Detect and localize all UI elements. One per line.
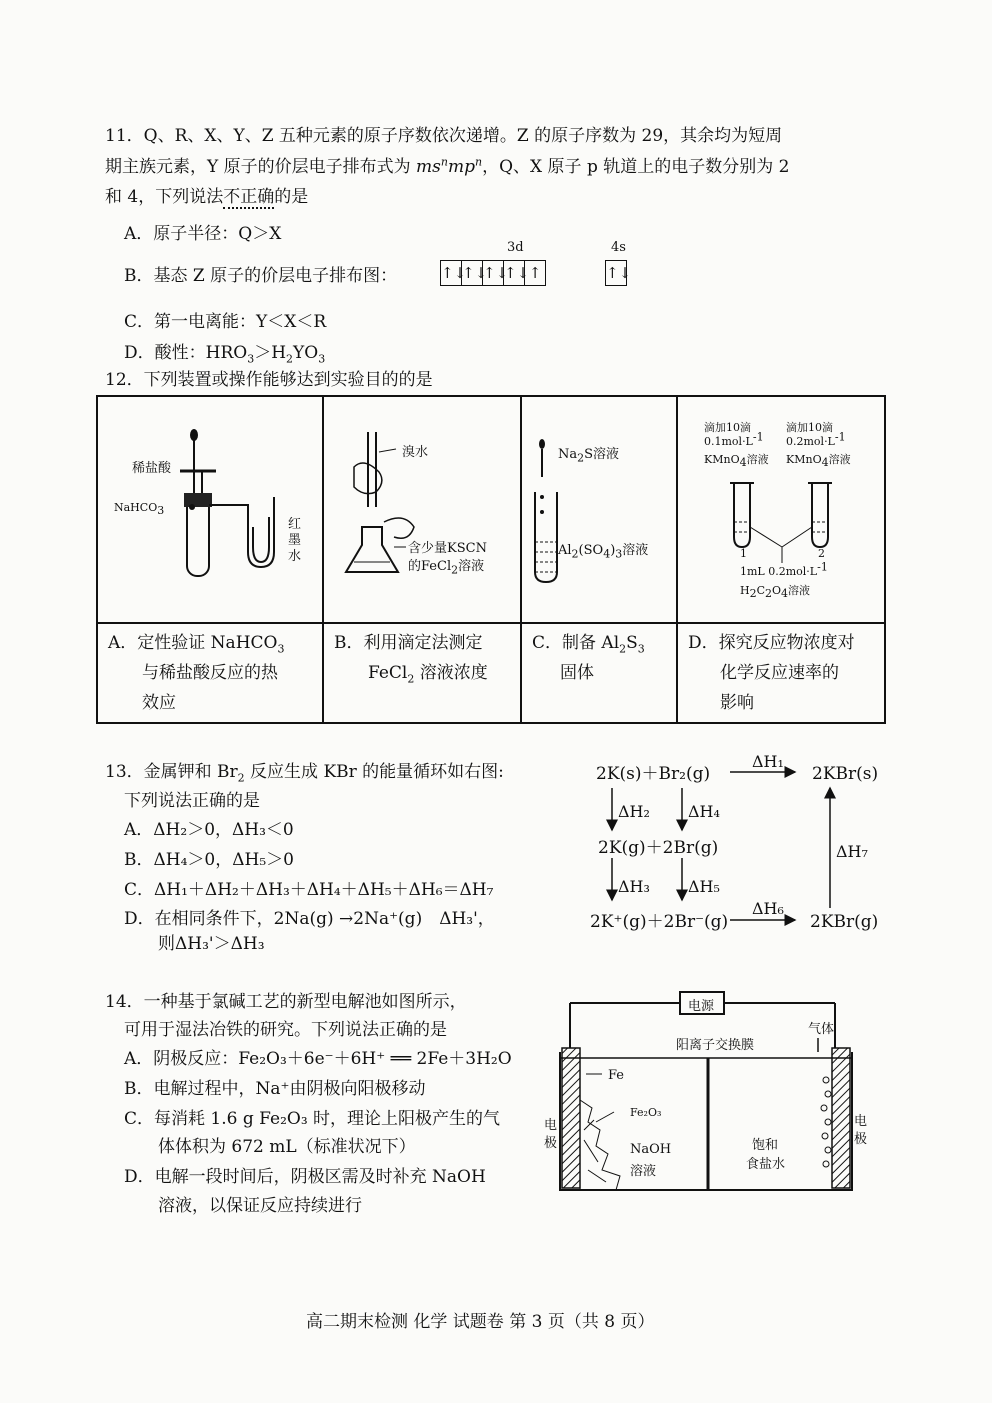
caption-b bbox=[323, 623, 521, 723]
orbital-diagram-4s bbox=[605, 260, 632, 286]
q11-option-c: C．第一电离能：Y＜X＜R bbox=[124, 312, 327, 332]
orbital-box: ↑↓ bbox=[605, 260, 627, 286]
page-footer: 高二期末检测 化学 试题卷 第 3 页（共 8 页） bbox=[306, 1312, 655, 1332]
q13-option-a: A．ΔH₂＞0，ΔH₃＜0 bbox=[124, 820, 294, 840]
orbital-box: ↑↓ bbox=[440, 260, 462, 286]
kmno4-2-sub: 4 bbox=[821, 456, 829, 470]
fecl2-suffix: 溶液 bbox=[458, 559, 485, 574]
orbital-box: ↑↓ bbox=[504, 260, 525, 286]
q14-stem-line2: 可用于湿法冶铁的研究。下列说法正确的是 bbox=[124, 1020, 447, 1040]
cap-d-line2: 化学反应速率的 bbox=[720, 663, 839, 683]
cap-b-line1: B．利用滴定法测定 bbox=[334, 633, 483, 653]
q11-d-sub3: 3 bbox=[318, 352, 326, 366]
label-naoh-solution: 溶液 bbox=[630, 1164, 657, 1179]
label-saturated: 饱和 bbox=[752, 1138, 779, 1153]
al-text: Al bbox=[558, 543, 572, 558]
q11-stem-line1: 11．Q、R、X、Y、Z 五种元素的原子序数依次递增。Z 的原子序数为 29，其余均为短周 bbox=[105, 126, 783, 146]
conc2-text: 0.2mol·L bbox=[786, 435, 835, 448]
kmno4-2-text: KMnO bbox=[786, 453, 822, 466]
h-text: H bbox=[740, 584, 750, 597]
fecl2-text: 的FeCl bbox=[408, 559, 452, 574]
cycle-bottom-left: 2K⁺(g)＋2Br⁻(g) bbox=[590, 912, 729, 932]
label-bromine-water: 溴水 bbox=[402, 445, 429, 460]
label-nahco3 bbox=[114, 501, 165, 518]
q11-n2: n bbox=[475, 155, 483, 169]
q11-stem3b: 的是 bbox=[274, 187, 309, 207]
q11-stem2b: ，Q、X 原子 p 轨道上的电子数分别为 2 bbox=[482, 157, 790, 177]
q14-stem-line1: 14．一种基于氯碱工艺的新型电解池如图所示， bbox=[105, 992, 467, 1012]
q13-option-d-line2: 则ΔH₃'＞ΔH₃ bbox=[158, 934, 265, 954]
q13-stem-line1 bbox=[105, 760, 504, 784]
q14-option-a: A．阴极反应：Fe₂O₃＋6e⁻＋6H⁺ ══ 2Fe＋3H₂O bbox=[124, 1049, 512, 1069]
label-oxalic-solution bbox=[740, 582, 811, 601]
fig-d-cell bbox=[677, 396, 885, 623]
conc1-sup: -1 bbox=[752, 430, 764, 444]
cap-b-fecl: FeCl bbox=[368, 663, 408, 683]
cap-d-line3: 影响 bbox=[720, 693, 754, 713]
q11-stem-line3 bbox=[105, 185, 308, 209]
paren-text: ) bbox=[610, 543, 616, 558]
oxalic-conc-text: 1mL 0.2mol·L bbox=[740, 565, 818, 578]
nahco3-sub: 3 bbox=[157, 504, 165, 518]
al-suffix: 溶液 bbox=[622, 543, 649, 558]
cap-c-line2: 固体 bbox=[560, 663, 594, 683]
q11-d-b: ＞H bbox=[254, 343, 287, 363]
label-fe: Fe bbox=[608, 1068, 625, 1083]
q13-option-c: C．ΔH₁＋ΔH₂＋ΔH₃＋ΔH₄＋ΔH₅＋ΔH₆＝ΔH₇ bbox=[124, 880, 494, 900]
label-brine: 食盐水 bbox=[746, 1157, 786, 1172]
q11-d-sub1: 3 bbox=[247, 352, 255, 366]
so-text: (SO bbox=[578, 543, 604, 558]
cap-d-line1: D．探究反应物浓度对 bbox=[688, 633, 855, 653]
cap-c-s: S bbox=[626, 633, 638, 653]
fig-b-cell bbox=[323, 396, 521, 623]
cycle-dh2: ΔH₂ bbox=[618, 802, 650, 821]
q14-option-b: B．电解过程中，Na⁺由阴极向阳极移动 bbox=[124, 1079, 426, 1099]
caption-d bbox=[677, 623, 885, 723]
q13-stem1-sub: 2 bbox=[237, 771, 245, 785]
kmno4-2-suffix: 溶液 bbox=[828, 453, 851, 466]
q11-d-a: D．酸性：HRO bbox=[124, 343, 248, 363]
kmno4-1-sub: 4 bbox=[739, 456, 747, 470]
oxalic-suffix: 溶液 bbox=[788, 584, 811, 597]
caption-a bbox=[97, 623, 323, 723]
q11-option-d bbox=[124, 341, 325, 365]
o-sub: 4 bbox=[781, 587, 789, 601]
cycle-top-left: 2K(s)＋Br₂(g) bbox=[596, 764, 711, 784]
cap-c-sub2: 3 bbox=[637, 642, 645, 656]
cycle-dh7: ΔH₇ bbox=[836, 842, 868, 861]
q13-stem1b: 反应生成 KBr 的能量循环如右图: bbox=[244, 762, 504, 782]
q11-stem-line2 bbox=[105, 155, 789, 179]
q14-option-c-line1: C．每消耗 1.6 g Fe₂O₃ 时，理论上阳极产生的气 bbox=[124, 1109, 501, 1129]
orbital-box: ↑↓ bbox=[462, 260, 483, 286]
h-sub: 2 bbox=[749, 587, 757, 601]
q13-option-b: B．ΔH₄＞0，ΔH₅＞0 bbox=[124, 850, 294, 870]
q11-d-c: YO bbox=[293, 343, 319, 363]
c-text: C bbox=[756, 584, 766, 597]
nahco3-text: NaHCO bbox=[114, 501, 158, 514]
label-dilute-hcl: 稀盐酸 bbox=[132, 461, 172, 476]
c-sub: 2 bbox=[765, 587, 773, 601]
label-fe2o3: Fe₂O₃ bbox=[630, 1106, 662, 1119]
na2s-suffix: S溶液 bbox=[584, 447, 620, 462]
kmno4-1-text: KMnO bbox=[704, 453, 740, 466]
q11-option-a: A．原子半径：Q＞X bbox=[124, 224, 282, 244]
caption-c bbox=[521, 623, 677, 723]
kmno4-1-suffix: 溶液 bbox=[746, 453, 769, 466]
al-sub1: 2 bbox=[571, 547, 579, 561]
q14-option-d-line2: 溶液，以保证反应持续进行 bbox=[158, 1196, 362, 1216]
q14-option-c-line2: 体体积为 672 mL（标准状况下） bbox=[158, 1137, 416, 1157]
orbital-diagram-3d bbox=[440, 260, 546, 286]
cap-c-sub1: 2 bbox=[619, 642, 627, 656]
q11-stem3a: 和 4，下列说法 bbox=[105, 187, 224, 207]
label-al2so43-solution bbox=[558, 539, 649, 561]
q14-option-d-line1: D．电解一段时间后，阴极区需及时补充 NaOH bbox=[124, 1167, 486, 1187]
label-red-ink: 红墨水 bbox=[288, 517, 302, 564]
cap-c-al: C．制备 Al bbox=[532, 633, 620, 653]
al-sub3: 3 bbox=[615, 547, 623, 561]
fecl2-sub: 2 bbox=[451, 563, 459, 577]
cap-a-line2: 与稀盐酸反应的热 bbox=[142, 663, 278, 683]
label-4s: 4s bbox=[611, 240, 626, 255]
q11-mp: mp bbox=[447, 157, 475, 177]
label-cation-membrane: 阳离子交换膜 bbox=[676, 1038, 755, 1053]
q13-stem1a: 13．金属钾和 Br bbox=[105, 762, 238, 782]
q12-options-table bbox=[96, 395, 886, 724]
label-tube-2: 2 bbox=[818, 547, 825, 560]
label-electrode-right-2: 极 bbox=[854, 1132, 868, 1147]
label-3d: 3d bbox=[507, 240, 524, 255]
label-tube-1: 1 bbox=[740, 547, 747, 560]
label-electrode-left-1: 电 bbox=[544, 1118, 558, 1133]
q13-stem-line2: 下列说法正确的是 bbox=[124, 791, 260, 811]
label-fecl2-solution bbox=[408, 555, 485, 577]
cycle-dh4: ΔH₄ bbox=[688, 802, 720, 821]
cap-a-sub: 3 bbox=[277, 642, 285, 656]
q11-ms: ms bbox=[416, 157, 441, 177]
orbital-box: ↑ bbox=[525, 260, 546, 286]
cycle-dh3: ΔH₃ bbox=[618, 877, 650, 896]
orbital-box: ↑↓ bbox=[483, 260, 504, 286]
o-text: O bbox=[772, 584, 782, 597]
conc2-sup: -1 bbox=[834, 430, 846, 444]
label-kscn: 含少量KSCN bbox=[408, 541, 487, 556]
apparatus-c-drawing bbox=[522, 397, 676, 622]
cap-b-sub: 2 bbox=[407, 672, 415, 686]
label-add-drops-1: 滴加10滴 bbox=[704, 421, 751, 434]
apparatus-b-drawing bbox=[324, 397, 520, 622]
label-oxalic-conc bbox=[740, 560, 828, 578]
q11-option-b: B．基态 Z 原子的价层电子排布图： bbox=[124, 266, 398, 286]
label-electrode-left-2: 极 bbox=[544, 1136, 558, 1151]
fig-a-cell bbox=[97, 396, 323, 623]
cap-b-line2: 溶液浓度 bbox=[414, 663, 488, 683]
conc1-text: 0.1mol·L bbox=[704, 435, 753, 448]
q12-stem: 12．下列装置或操作能够达到实验目的的是 bbox=[105, 370, 433, 390]
q11-stem2a: 期主族元素，Y 原子的价层电子排布式为 bbox=[105, 157, 417, 177]
q11-d-sub2: 2 bbox=[286, 352, 294, 366]
q11-n1: n bbox=[440, 155, 448, 169]
cycle-dh5: ΔH₅ bbox=[688, 877, 720, 896]
label-electrode-right-1: 电 bbox=[854, 1114, 868, 1129]
cap-a-line1: A．定性验证 NaHCO bbox=[108, 633, 278, 653]
cycle-top-right: 2KBr(s) bbox=[812, 764, 879, 784]
na2s-text: Na bbox=[558, 447, 578, 462]
al-sub2: 4 bbox=[603, 547, 611, 561]
q13-option-d-line1: D．在相同条件下，2Na(g) →2Na⁺(g) ΔH₃'， bbox=[124, 909, 495, 929]
label-gas: 气体 bbox=[808, 1022, 835, 1037]
oxalic-conc-sup: -1 bbox=[817, 560, 828, 574]
cycle-bottom-right: 2KBr(g) bbox=[810, 912, 879, 932]
q11-emphasis: 不正确 bbox=[223, 187, 275, 207]
cap-a-line3: 效应 bbox=[142, 693, 176, 713]
na2s-sub: 2 bbox=[577, 451, 585, 465]
cycle-dh1: ΔH₁ bbox=[752, 752, 784, 771]
cycle-middle: 2K(g)＋2Br(g) bbox=[598, 838, 719, 858]
cycle-dh6: ΔH₆ bbox=[752, 899, 784, 918]
label-power-source: 电源 bbox=[688, 999, 715, 1014]
fig-c-cell bbox=[521, 396, 677, 623]
label-naoh: NaOH bbox=[630, 1142, 672, 1157]
label-na2s-solution bbox=[558, 443, 620, 465]
label-add-drops-2: 滴加10滴 bbox=[786, 421, 833, 434]
